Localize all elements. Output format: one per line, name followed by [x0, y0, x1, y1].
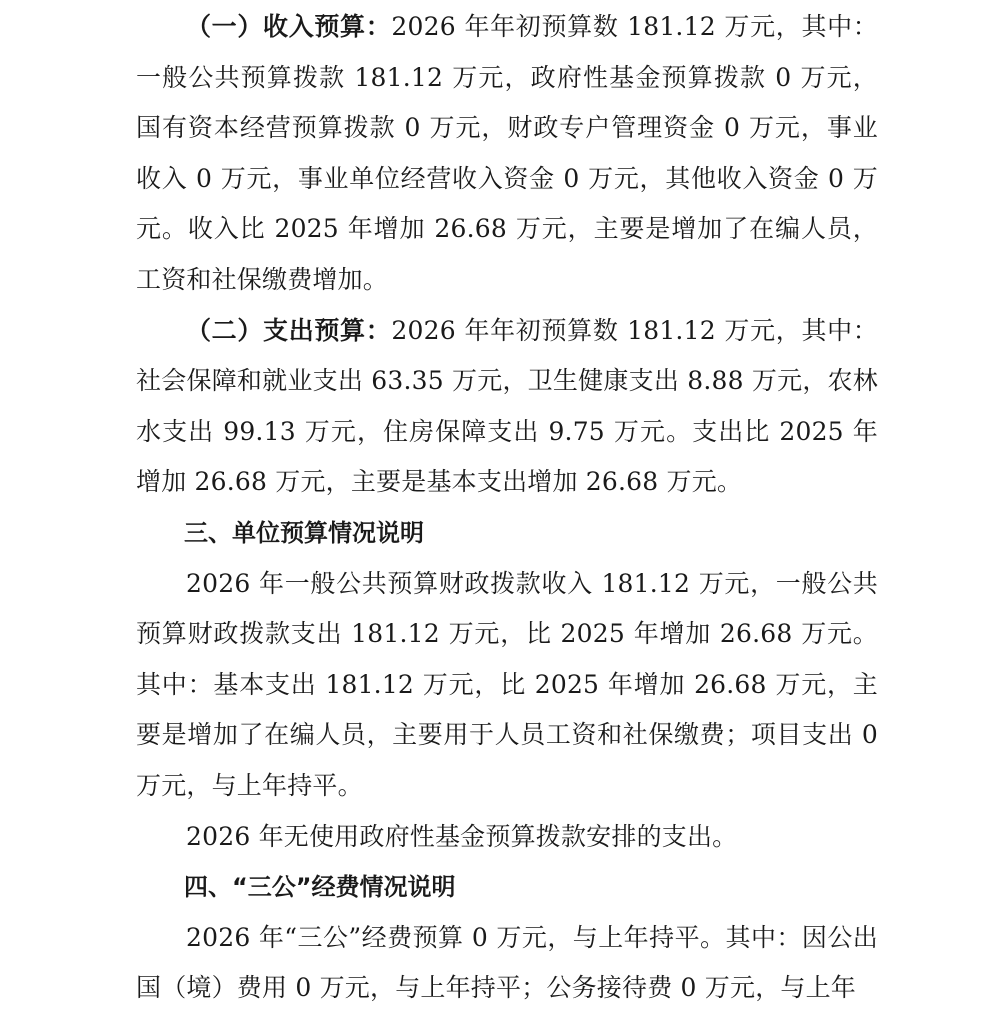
section-3-heading: 三、单位预算情况说明 [184, 518, 424, 547]
expense-budget-paragraph [136, 306, 878, 508]
three-public-expenses-paragraph: 2026 年“三公”经费预算 0 万元，与上年持平。其中：因公出国（境）费用 0 万元，与上年持平；公务接待费 0 万元，与上年 [136, 922, 878, 1003]
income-budget-text: 2026 年年初预算数 181.12 万元，其中：一般公共预算拨款 181.12 万元，政府性基金预算拨款 0 万元，国有资本经营预算拨款 0 万元，财政专户管理资金 0 万元，事业收入 0 万元，事业单位经营收入资金 0 万元，其他收入资金 0 万元。收入比 2025 年增加 26.68 万元，主要是增加了在编人员，工资和社保缴费增加。 [136, 12, 878, 294]
income-budget-paragraph [136, 0, 878, 306]
expense-budget-lead: （二）支出预算： [186, 315, 392, 345]
income-budget-lead: （一）收入预算： [186, 12, 392, 41]
fund-budget-paragraph: 2026 年无使用政府性基金预算拨款安排的支出。 [186, 821, 738, 851]
expense-budget-text: 2026 年年初预算数 181.12 万元，其中：社会保障和就业支出 63.35 万元，卫生健康支出 8.88 万元，农林水支出 99.13 万元，住房保障支出 9.75 万元。支出比 2025 年增加 26.68 万元，主要是基本支出增加 26.68 万元。 [136, 315, 878, 497]
section-4-heading: 四、“三公”经费情况说明 [184, 873, 456, 902]
document-page [136, 0, 878, 1014]
unit-budget-paragraph: 2026 年一般公共预算财政拨款收入 181.12 万元，一般公共预算财政拨款支出 181.12 万元，比 2025 年增加 26.68 万元。其中：基本支出 181.12 万元，比 2025 年增加 26.68 万元，主要是增加了在编人员，主要用于人员工资和社保缴费；项目支出 0 万元，与上年持平。 [136, 568, 878, 800]
